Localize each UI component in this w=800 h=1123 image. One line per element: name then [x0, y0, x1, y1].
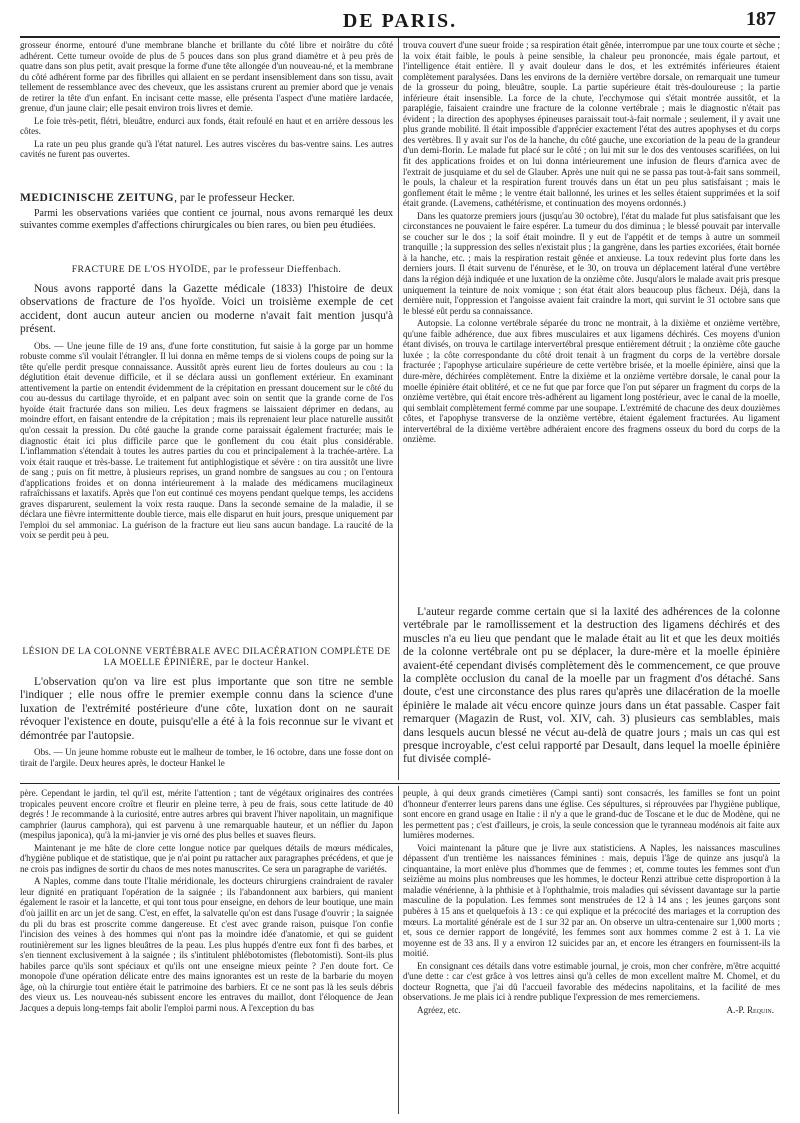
article-byline: , par le docteur Hankel.: [209, 657, 310, 668]
page-header: [20, 8, 780, 34]
paragraph: A Naples, comme dans toute l'Italie méridionale, les docteurs chirurgiens craindraient de ravaler leur dignité en pratiquant l'opération de la saignée ; ils l'abandonnent aux barbiers, qui manient également le rasoir et la lancette, et qui tont tous pour enseigne, en dehors de leur boutique, une main d'où jaillit en arc un jet de sang. C'est, en effet, la salvatelle qu'on est dans l'usage d'ouvrir ; la saignée du pli du bras est proscrite comme dangereuse. Et c'est avec grande raison, puisque l'on confie l'incision des veines à des hommes qui n'ont pas la moindre idée d'anatomie, et qui se guident routinièrement sur les lignes bleuâtres de la peau. Les plus huppés d'entre eux font fi des barbes, et s'en tiennent exclusivement à la saignée ; ils s'intitulent phlébotomistes (flebotomisti). Sont-ils plus habiles parce qu'ils sont spéciaux et qu'ils ont une enseigne mieux peinte ? J'en doute fort. Ce monopole d'une opération délicate entre des mains ignorantes est un reste de la barbarie du moyen âge, où la chirurgie tout entière était le patrimoine des barbiers. Et ce ne sont pas là les seuls débris des vieux us. Les nouveau-nés subissent encore les entraves du maillot, dont l'éloquence de Jean Jacques a depuis long-temps fait abolir l'emploi parmi nous. A l'exception du bas: [20, 876, 393, 1013]
article-fracture-hyoide: [20, 258, 393, 638]
lower-right-feuilleton: [403, 788, 780, 1113]
paragraph: L'auteur regarde comme certain que si la laxité des adhérences de la colonne vertébrale par le ramollissement et la destruction des ligamens déchirés et des muscles n'a eu lieu que pendant que le malade était au lit et que les deux moitiés de la colonne vertébrale ont pu se déplacer, la dure-mère et la moelle épinière avaient-été cependant divisés complètement dès le commencement, ce que prouve la complète occlusion du canal de la moelle par un fragment d'os détaché. Sans doute, c'est une circonstance des plus rares qu'après une dilacération de la moelle épinière le malade ait vécu encore quinze jours dans un état passable. Casper fait remarquer (Magazin de Rust, vol. XIV, cah. 3) plusieurs cas semblables, mais dans lesquels aucun blessé ne vécut au-delà de quatre jours ; mais un cas qui est presque incroyable, c'est celui rapporté par Desault, dans lequel la moelle épinière fut divisée complé-: [403, 606, 780, 766]
salutation: Agréez, etc.: [417, 1004, 461, 1015]
article-title: FRACTURE DE L'OS HYOÏDE: [71, 264, 208, 275]
paragraph: trouva couvert d'une sueur froide ; sa respiration était gênée, interrompue par une toux courte et sèche ; la voix était faible, le pouls à peine sensible, la chaleur peu prononcée, mais égale partout, et l'intelligence était entière. Il y avait douleur dans le dos, et les extrémités inférieures étaient complètement paralysées. Dans les environs de la dernière vertèbre dorsale, on remarquait une tumeur de la grosseur du poing, bleuâtre, souple. La partie supérieure était très-douloureuse ; la partie inférieure était insensible. La force de la chute, l'ecchymose qui s'était montrée aussitôt, et la paraplégie, faisaient craindre une fracture de la colonne vertébrale ; mais le diagnostic n'était pas évident ; la direction des apophyses épineuses paraissait tout-à-fait normale ; seulement, il y avait une plus grande mobilité. Il était impossible d'apprécier exactement l'état des autres apophyses et du corps des vertèbres. Il y avait sur l'os de la hanche, du côté gauche, une excoriation de la peau de la grandeur d'un demi-florin. Le malade fut placé sur le côté ; on lui mit sur le dos des ventouses scarifiées, on lui fit des applications froides et on lui donna intérieurement une infusion de fleurs d'arnica avec de l'extrait de jusquiame et du sel de Glauber. Après une nuit qui ne se passa pas tout-à-fait sans sommeil, le pouls, la chaleur et la respiration furent trouvés dans un état un peu plus satisfaisant ; mais le gonflement était le même ; le ventre était ballonné, les urines et les selles étaient supprimées et la soif était grande. (Lavemens, cathétérisme, et continuation des moyens ordonnés.): [403, 40, 780, 209]
paragraph: grosseur énorme, entouré d'une membrane blanche et brillante du côté libre et noirâtre du côté adhérent. Cette tumeur ovoïde de plus de 5 pouces dans son plus grand diamètre et à peu près de quatre dans son plus petit, avait presque la forme d'une tête allongée d'un nouveau-né, et la membrane du côté adhérent forme par des fibrilles qui allaient en se perdant insensiblement dans son tissu, avait tellement de ressemblance avec des cheveux, que les assistans crurent au premier abord que je venais de retirer la tête d'un enfant. En incisant cette masse, elle présenta l'aspect d'une matière lardacée, grenue, d'un jaune clair; elle pesait environ trois livres et demie.: [20, 40, 393, 114]
paragraph: Dans les quatorze premiers jours (jusqu'au 30 octobre), l'état du malade fut plus satisfaisant que les circonstances ne pouvaient le faire espérer. La tumeur du dos diminua ; le blessé pouvait par intervalle se coucher sur le dos ; la soif était moindre. Il y eut de l'appétit et de temps à autre un sommeil tranquille ; la suppression des selles n'existait plus ; la gangrène, dans les parties excoriées, était bornée à la hanche, etc. ; mais la respiration restait gênée et anxieuse. La toux redevint plus forte dans les derniers jours. Il était survenu de l'énurèse, et le 30, on trouva un déplacement latéral d'une vertèbre dans la région déjà indiquée et une luxation de la onzième côte. Jusqu'alors le malade avait pris presque uniquement la teinture de noix vomique ; son état était alors beaucoup plus fâcheux. Déjà, dans la dernière nuit, l'oppression et l'angoisse avaient fait craindre la mort, qui survint le 31 octobre sans que le blessé eût perdu sa connaissance.: [403, 210, 780, 316]
article-lesion-colonne: [20, 640, 393, 780]
journal-title: MEDICINISCHE ZEITUNG: [20, 192, 175, 204]
article-intro: L'observation qu'on va lire est plus importante que son titre ne semble l'indiquer ; elle nous offre le premier exemple connu dans la science d'une luxation de l'extrémité postérieure d'une côte, luxation dont on ne saurait révoquer l'existence en doute, puisqu'elle a été à la fois reconnue sur le vivant et démontrée par l'autopsie.: [20, 676, 393, 742]
letter-closing: [403, 1005, 780, 1016]
header-rule: [20, 36, 780, 38]
running-title: DE PARIS.: [342, 10, 458, 32]
paragraph: En consignant ces détails dans votre estimable journal, je crois, mon cher confrère, m'être acquitté d'une dette : car c'est grâce à vos lettres ainsi qu'à celles de mon excellent maître M. Chomel, et du docteur Rognetta, que j'ai dû l'accueil favorable des médecins napolitains, et la facilité de mes observations. Je me plais ici à rendre publique l'expression de mes remerciemens.: [403, 960, 780, 1003]
column-divider-lower: [398, 786, 399, 1114]
section-medicinische-zeitung: [20, 186, 393, 256]
author-commentary: [403, 606, 780, 780]
article-heading: [20, 264, 393, 275]
column-divider-upper: [398, 38, 399, 780]
section-intro: Parmi les observations variées que contient ce journal, nous avons remarqué les deux suivantes comme exemples d'affections chirurgicales ou bien rares, ou bien peu étudiées.: [20, 208, 393, 231]
upper-left-intro: [20, 40, 393, 185]
upper-right-observation: [403, 40, 780, 600]
article-title: LÉSION DE LA COLONNE VERTÉBRALE AVEC DILACÉRATION COMPLÈTE DE LA MOELLE ÉPINIÈRE: [22, 646, 391, 668]
article-heading: [20, 646, 393, 668]
observation-text: Obs. — Une jeune fille de 19 ans, d'une forte constitution, fut saisie à la gorge par un homme robuste comme s'il voulait l'étrangler. Il lui donna en même temps de si violens coups de poing sur la tête qu'elle perdit presque connaissance. Aussitôt après eurent lieu de fortes douleurs au cou : la déglutition était devenue difficile, et il se déclara aussi un gonflement extérieur. En examinant attentivement la partie on entendit évidemment de la crépitation en pressant doucement sur le côté du cou au-dessus du cartilage thyroïde, et en palpant avec soin on sentit que la grande corne de l'os hyoïde était fracturée dans son milieu. Les deux fragmens se laissaient déprimer en dedans, au moindre effort, en faisant entendre de la crépitation ; mais ils reprenaient leur place naturelle aussitôt qu'on cessait la pression. Du côté gauche la grande corne paraissait également fracturée; mais le diagnostic était ici plus difficile parce que le gonflement du cou était plus considérable. L'inflammation s'étendait à toutes les autres parties du cou et principalement à la trachée-artère. La voix était rauque et très-basse. Le traitement fut antiphlogistique et sévère : on tira aussitôt une livre de sang ; puis on fit mettre, à plusieurs reprises, un grand nombre de sangsues au cou ; on l'entoura d'applications froides et on donna intérieurement à la malade des médicamens mucilagineux rafraîchissans et laxatifs. Après que l'on eut continué ces moyens pendant quelque temps, les accidens graves disparurent, seulement la voix resta rauque. Dans la seconde semaine de la maladie, il se déclara une fièvre intermittente double tierce, mais elle disparut en huit jours, presque uniquement par l'emploi du sel ammoniac. La guérison de la fracture eut lieu sans aucun bandage. La raucité de la voix se perdit peu à peu.: [20, 340, 393, 541]
paragraph: La rate un peu plus grande qu'à l'état naturel. Les autres viscères du bas-ventre sains. Les autres cavités ne furent pas ouvertes.: [20, 138, 393, 160]
signature: A.-P. Requin.: [726, 1004, 774, 1015]
section-heading: [20, 192, 393, 204]
page-number: 187: [746, 8, 776, 30]
paragraph: peuple, à qui deux grands cimetières (Campi santi) sont consacrés, les familles se font un point d'honneur d'enterrer leurs parens dans une église. Ces sépultures, si réprouvées par l'hygiène publique, sont encore en grand usage en Italie : il n'y a que le grand-duc de Toscane et le duc de Modène, qui ne les permettent pas ; c'est d'ailleurs, je crois, la seule concession que le tyranneau modénois ait faite aux lumières modernes.: [403, 788, 780, 841]
paragraph: Voici maintenant la pâture que je livre aux statisticiens. A Naples, les naissances masculines dépassent d'un trentième les naissances féminines : mais, depuis l'âge de quinze ans jusqu'à la cinquantaine, la mort enlève plus d'hommes que de femmes ; et, comme toutes les femmes sont d'un seizième au moins plus nombreuses que les hommes, le docteur Renzi attribue cette disproportion à la maladie vénérienne, à la phthisie et à l'ophthalmie, trois maladies qui sévissent davantage sur la partie masculine de la population. Les femmes sont menstruées de 12 à 14 ans ; les jeunes garçons sont pubères à 15 ans et quelquefois à 13 : ce qui explique et la précocité des mariages et la corruption des mœurs. La mortalité générale est de 1 sur 32 par an. On observe un ultra-centenaire sur 1,000 morts ; et, sous ce dernier rapport de longévité, les femmes sont aux hommes comme 2 est à 1. La vie moyenne est de 33 ans. Il y a environ 12 suicides par an, et encore les étrangers en fournissent-ils la moitié.: [403, 842, 780, 959]
paragraph: Le foie très-petit, flétri, bleuâtre, endurci aux fonds, était refoulé en haut et en arrière dessous les côtes.: [20, 115, 393, 137]
article-byline: , par le professeur Dieffenbach.: [207, 264, 342, 275]
paragraph: Maintenant je me hâte de clore cette longue notice par quelques détails de mœurs médicales, d'hygiène publique et de statistique, que je n'ai point pu rattacher aux paragraphes précédens, et que je ne crois pas indignes de sortir du chaos de mes notes manuscrites. Ce sera un paragraphe de variétés.: [20, 842, 393, 874]
paragraph: Autopsie. La colonne vertébrale séparée du tronc ne montrait, à la dixième et onzième vertèbre, qu'une faible adhérence, due aux fibres musculaires et aux ligamens déchirés. Ces moyens d'union étant divisés, on trouva le cartilage intervertébral presque entièrement détruit ; la onzième côte gauche luxée ; la côte correspondante du côté droit tenait à un fragment du corps de la vertèbre dorsale fracturée ; l'apophyse articulaire supérieure de cette vertèbre brisée, et la moelle épinière, ainsi que la dure-mère, déchirées complètement. Entre la dixième et la onzième vertèbre dorsale, le canal pour la moelle épinière était oblitéré, et ce ne fut que par force que l'on put séparer un fragment du corps de la onzième vertèbre, qui était encore très-adhérent au ligament long postérieur, avec le canal de la moelle, qui semblait complètement fermé comme par une soupape. L'extrémité de chacune des deux douzièmes côtes, et l'apophyse transverse de la onzième vertèbre, étaient également fracturées. Au ligament intervertébral de la dixième vertèbre adhéraient encore des fragmens osseux du bord du corps de la onzième.: [403, 318, 780, 445]
lower-left-feuilleton: [20, 788, 393, 1113]
article-intro: Nous avons rapporté dans la Gazette médicale (1833) l'histoire de deux observations de fracture de l'os hyoïde. Voici un troisième exemple de cet accident, dont aucun auteur ancien ou moderne n'avait fait mention jusqu'à présent.: [20, 283, 393, 336]
section-byline: , par le professeur Hecker.: [174, 192, 295, 204]
paragraph: père. Cependant le jardin, tel qu'il est, mérite l'attention ; tant de végétaux originaires des contrées tropicales peuvent encore croître et fleurir en pleine terre, à peu de frais, sous cette latitude de 40 degrés ! Je recommande à la curiosité, entre autres arbres qui bravent l'hiver napolitain, un magnifique camphrier (laurus camphora), qui est parvenu à une remarquable hauteur, et un néflier du Japon (mespilus japonica), qu'à la mi-janvier je vis orné des plus belles et suaves fleurs.: [20, 788, 393, 841]
observation-text: Obs. — Un jeune homme robuste eut le malheur de tomber, le 16 octobre, dans une fosse dont on tirait de l'argile. Deux heures après, le docteur Hankel le: [20, 747, 393, 768]
feuilleton-rule: [20, 783, 780, 784]
